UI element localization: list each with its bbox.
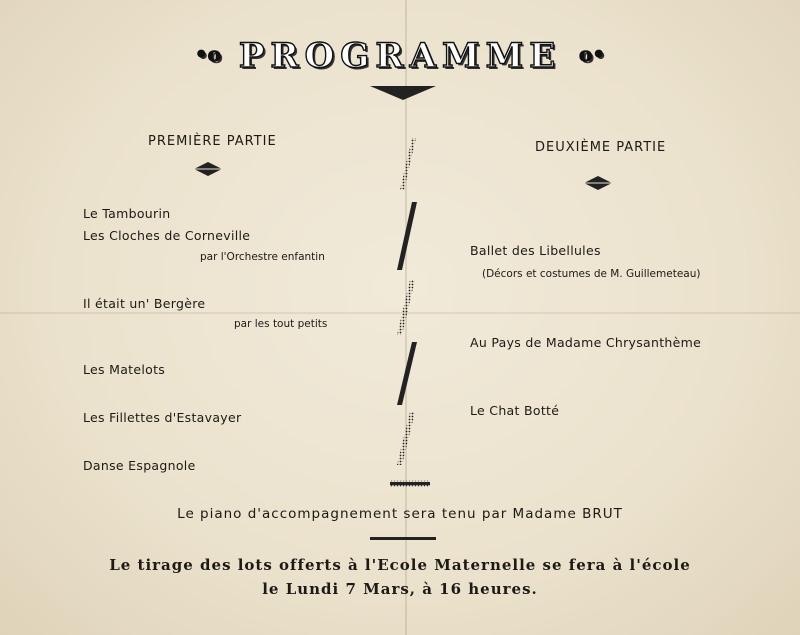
center-divider-ornament-icon xyxy=(390,130,430,490)
programme-title-text: PROGRAMME xyxy=(238,36,562,76)
footer-divider-bar xyxy=(370,537,436,540)
credit-tout-petits: par les tout petits xyxy=(234,318,328,330)
piano-accompaniment-note: Le piano d'accompagnement sera tenu par Madame BRUT xyxy=(177,506,623,522)
item-les-fillettes-d-estavayer: Les Fillettes d'Estavayer xyxy=(83,410,242,425)
tirage-line-1: Le tirage des lots offerts à l'Ecole Maternelle se fera à l'école xyxy=(109,556,691,574)
right-diamond-ornament-icon xyxy=(584,176,612,190)
item-les-matelots: Les Matelots xyxy=(83,362,166,377)
item-les-cloches-de-corneville: Les Cloches de Corneville xyxy=(83,228,251,243)
premiere-partie-heading: PREMIÈRE PARTIE xyxy=(148,134,277,149)
item-le-tambourin: Le Tambourin xyxy=(83,206,171,221)
item-ballet-des-libellules: Ballet des Libellules xyxy=(470,243,601,258)
item-danse-espagnole: Danse Espagnole xyxy=(83,458,196,473)
item-le-chat-botte: Le Chat Botté xyxy=(470,403,560,418)
item-au-pays-de-madame-chrysantheme: Au Pays de Madame Chrysanthème xyxy=(470,335,702,350)
left-ornament-icon: •o xyxy=(194,42,221,66)
item-il-etait-un-bergere: Il était un' Bergère xyxy=(83,296,206,311)
right-ornament-icon: o• xyxy=(579,42,606,66)
deuxieme-partie-heading: DEUXIÈME PARTIE xyxy=(535,140,667,155)
programme-title xyxy=(0,36,800,76)
credit-decors-costumes: (Décors et costumes de M. Guillemeteau) xyxy=(482,268,701,280)
tirage-line-2: le Lundi 7 Mars, à 16 heures. xyxy=(262,580,538,598)
title-triangle-ornament-icon xyxy=(370,86,436,100)
left-diamond-ornament-icon xyxy=(194,162,222,176)
credit-orchestre-enfantin: par l'Orchestre enfantin xyxy=(200,251,325,263)
